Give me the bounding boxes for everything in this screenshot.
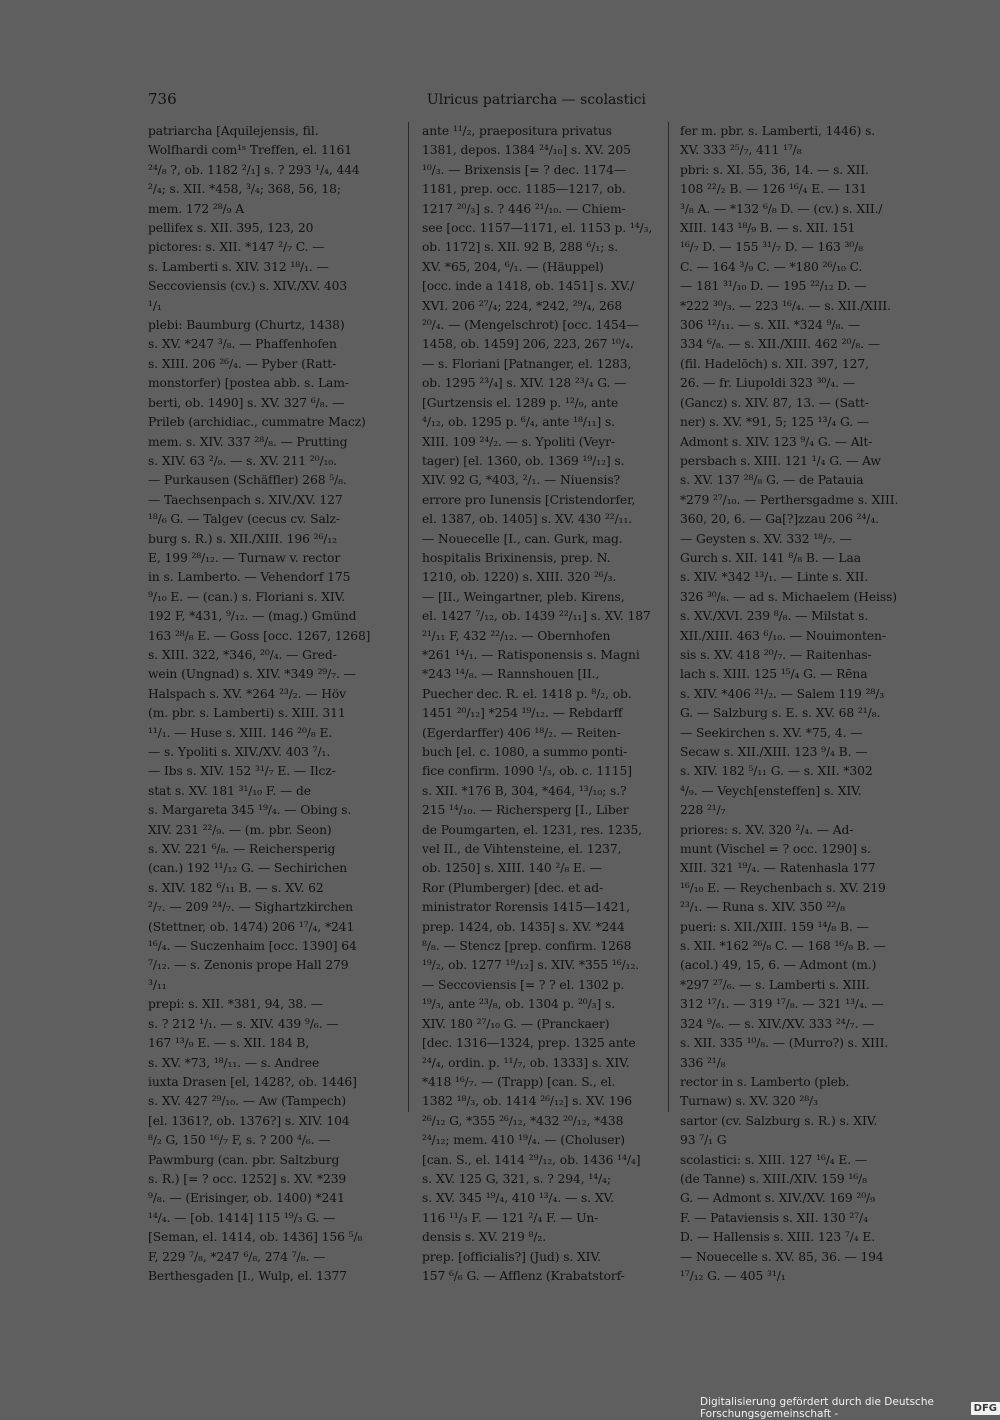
index-line: priores: s. XV. 320 ²/₄. — Ad-	[680, 822, 854, 837]
index-line: s. XIII. 322, *346, ²⁰/₄. — Gred-	[148, 647, 337, 662]
index-line: — Seekirchen s. XV. *75, 4. —	[680, 725, 863, 740]
index-line: s. XII. *176 B, 304, *464, ¹³/₁₀; s.?	[422, 783, 627, 798]
index-line: de Poumgarten, el. 1231, res. 1235,	[422, 822, 642, 837]
index-line: ¹¹/₁. — Huse s. XIII. 146 ²⁰/₈ E.	[148, 725, 333, 740]
index-line: (de Tanne) s. XIII./XIV. 159 ¹⁶/₈	[680, 1171, 867, 1186]
index-line: burg s. R.) s. XII./XIII. 196 ²⁶/₁₂	[148, 531, 337, 546]
index-line: 1451 ²⁰/₁₂] *254 ¹⁹/₁₂. — Rebdarff	[422, 706, 623, 721]
index-line: sis s. XV. 418 ²⁰/₇. — Raitenhas-	[680, 647, 872, 662]
index-line: ¹⁰/₃. — Brixensis [= ? dec. 1174—	[422, 162, 627, 177]
index-line: XVI. 206 ²⁷/₄; 224, *242, ²⁹/₄, 268	[422, 298, 623, 313]
index-line: [Gurtzensis el. 1289 p. ¹²/₉, ante	[422, 395, 619, 410]
page-header	[148, 90, 666, 108]
index-line: persbach s. XIII. 121 ¹/₄ G. — Aw	[680, 453, 881, 468]
index-line: plebi: Baumburg (Churtz, 1438)	[148, 318, 345, 333]
index-line: Seccoviensis (cv.) s. XIV./XV. 403	[148, 279, 348, 294]
index-line: see [occ. 1157—1171, el. 1153 p. ¹⁴/₃,	[422, 221, 653, 236]
index-line: *418 ¹⁶/₇. — (Trapp) [can. S., el.	[422, 1074, 616, 1089]
index-line: munt (Vischel = ? occ. 1290] s.	[680, 842, 871, 857]
index-line: ¹⁹/₃, ante ²³/₈, ob. 1304 p. ²⁰/₃] s.	[422, 997, 616, 1012]
index-line: XV. 333 ²⁵/₇, 411 ¹⁷/₈	[680, 143, 802, 158]
index-line: iuxta Drasen [el, 1428?, ob. 1446]	[148, 1074, 357, 1089]
index-line: pueri: s. XII./XIII. 159 ¹⁴/₈ B. —	[680, 919, 869, 934]
index-line: Wolfhardi com¹ˢ Treffen, el. 1161	[148, 143, 352, 158]
index-line: el. 1427 ⁷/₁₂, ob. 1439 ²²/₁₁] s. XV. 187	[422, 609, 651, 624]
index-line: mem. s. XIV. 337 ²⁸/₈. — Prutting	[148, 434, 348, 449]
index-line: ¹⁹/₂, ob. 1277 ¹⁹/₁₂] s. XIV. *355 ¹⁶/₁₂.	[422, 958, 640, 973]
index-line: Halspach s. XV. *264 ²³/₂. — Höv	[148, 686, 347, 701]
index-line: ⁷/₁₂. — s. Zenonis prope Hall 279	[148, 958, 349, 973]
index-line: 360, 20, 6. — Ga[?]zzau 206 ²⁴/₄.	[680, 512, 879, 527]
index-line: Prileb (archidiac., cummatre Macz)	[148, 415, 366, 430]
index-line: vel II., de Vihtensteine, el. 1237,	[422, 842, 622, 857]
index-column-2	[422, 122, 660, 1286]
index-line: 1181, prep. occ. 1185—1217, ob.	[422, 182, 626, 197]
index-line: s. XII. *162 ²⁶/₈ C. — 168 ¹⁶/₉ B. —	[680, 939, 886, 954]
index-line: s. XIV. 182 ⁶/₁₁ B. — s. XV. 62	[148, 880, 324, 895]
index-line: Pawmburg (can. pbr. Saltzburg	[148, 1152, 340, 1167]
index-line: scolastici: s. XIII. 127 ¹⁶/₄ E. —	[680, 1152, 868, 1167]
index-line: s. XV./XVI. 239 ⁸/₈. — Milstat s.	[680, 609, 869, 624]
index-line: s. XIV. 63 ²/₉. — s. XV. 211 ²⁰/₁₀.	[148, 453, 337, 468]
index-line: (m. pbr. s. Lamberti) s. XIII. 311	[148, 706, 346, 721]
running-title: Ulricus patriarcha — scolastici	[426, 92, 646, 108]
index-line: ¹⁸/₆ G. — Talgev (cecus cv. Salz-	[148, 512, 340, 527]
index-line: s. XV. 427 ²⁹/₁₀. — Aw (Tampech)	[148, 1094, 347, 1109]
index-line: — [II., Weingartner, pleb. Kirens,	[422, 589, 625, 604]
index-line: sartor (cv. Salzburg s. R.) s. XIV.	[680, 1113, 878, 1128]
dfg-logo: DFG	[971, 1402, 1000, 1415]
index-line: XIII. 143 ¹⁸/₉ B. — s. XII. 151	[680, 221, 856, 236]
index-line: s. XV. *73, ¹⁸/₁₁. — s. Andree	[148, 1055, 320, 1070]
index-line: Puecher dec. R. el. 1418 p. ⁸/₂, ob.	[422, 686, 632, 701]
index-line: 228 ²¹/₇	[680, 803, 726, 818]
index-line: — Seccoviensis [= ? ? el. 1302 p.	[422, 977, 625, 992]
index-line: ²³/₁. — Runa s. XIV. 350 ²²/₈	[680, 900, 845, 915]
index-line: s. XV. 221 ⁶/₈. — Reichersperig	[148, 842, 336, 857]
index-line: D. — Hallensis s. XIII. 123 ⁷/₄ E.	[680, 1230, 876, 1245]
index-line: ob. 1172] s. XII. 92 B, 288 ⁶/₁; s.	[422, 240, 619, 255]
index-line: s. XV. 137 ²⁸/₈ G. — de Patauia	[680, 473, 864, 488]
index-line: ²⁴/₁₂; mem. 410 ¹⁹/₄. — (Choluser)	[422, 1133, 625, 1148]
index-line: ²/₇. — 209 ²⁴/₇. — Sighartzkirchen	[148, 900, 354, 915]
index-line: Berthesgaden [I., Wulp, el. 1377	[148, 1268, 348, 1283]
footer-credit	[700, 1396, 1000, 1420]
index-line: fice confirm. 1090 ¹/₃, ob. c. 1115]	[422, 764, 632, 779]
index-line: *297 ²⁷/₆. — s. Lamberti s. XIII.	[680, 977, 870, 992]
index-line: 26. — fr. Liupoldi 323 ³⁰/₄. —	[680, 376, 855, 391]
index-line: s. XV. 125 G, 321, s. ? 294, ¹⁴/₄;	[422, 1171, 611, 1186]
index-line: Ror (Plumberger) [dec. et ad-	[422, 880, 604, 895]
index-line: — Geysten s. XV. 332 ¹⁸/₇. —	[680, 531, 852, 546]
index-line: [el. 1361?, ob. 1376?] s. XIV. 104	[148, 1113, 350, 1128]
index-line: — Taechsenpach s. XIV./XV. 127	[148, 492, 343, 507]
index-line: 93 ⁷/₁ G	[680, 1133, 727, 1148]
index-line: *279 ²⁷/₁₀. — Perthersgadme s. XIII.	[680, 492, 899, 507]
index-line: ²/₄; s. XII. *458, ³/₄; 368, 56, 18;	[148, 182, 341, 197]
index-line: 167 ¹³/₉ E. — s. XII. 184 B,	[148, 1036, 310, 1051]
index-line: ²¹/₁₁ F, 432 ²²/₁₂. — Obernhofen	[422, 628, 611, 643]
index-line: 1382 ¹⁸/₃, ob. 1414 ²⁶/₁₂] s. XV. 196	[422, 1094, 633, 1109]
index-line: XIII. 109 ²⁴/₂. — s. Ypoliti (Veyr-	[422, 434, 615, 449]
index-line: [occ. inde a 1418, ob. 1451] s. XV./	[422, 279, 635, 294]
index-line: mem. 172 ²⁸/₉ A	[148, 201, 245, 216]
page-number: 736	[148, 90, 177, 108]
index-column-3	[680, 122, 916, 1286]
index-line: pictores: s. XII. *147 ²/₇ C. —	[148, 240, 325, 255]
index-line: prep. 1424, ob. 1435] s. XV. *244	[422, 919, 625, 934]
index-line: el. 1387, ob. 1405] s. XV. 430 ²²/₁₁.	[422, 512, 633, 527]
index-line: 116 ¹¹/₃ F. — 121 ²/₄ F. — Un-	[422, 1210, 599, 1225]
index-line: ³/₈ A. — *132 ⁶/₈ D. — (cv.) s. XII./	[680, 201, 883, 216]
index-line: ²⁶/₁₂ G, *355 ²⁶/₁₂, *432 ²⁰/₁₂, *438	[422, 1113, 624, 1128]
index-line: — s. Ypoliti s. XIV./XV. 403 ⁷/₁.	[148, 745, 331, 759]
index-line: s. XIV. *406 ²¹/₂. — Salem 119 ²⁸/₃	[680, 686, 885, 701]
index-line: (Stettner, ob. 1474) 206 ¹⁷/₄, *241	[148, 919, 355, 934]
index-line: C. — 164 ³/₉ C. — *180 ²⁶/₁₀ C.	[680, 259, 863, 274]
index-line: ministrator Rorensis 1415—1421,	[422, 900, 630, 915]
index-line: — Purkausen (Schäffler) 268 ⁵/₈.	[148, 473, 347, 488]
index-line: ⁹/₈. — (Erisinger, ob. 1400) *241	[148, 1191, 345, 1206]
index-line: s. ? 212 ¹/₁. — s. XIV. 439 ⁹/₆. —	[148, 1016, 339, 1031]
index-line: s. Lamberti s. XIV. 312 ¹⁸/₁. —	[148, 259, 329, 274]
column-divider	[668, 122, 669, 1112]
index-line: pbri: s. XI. 55, 36, 14. — s. XII.	[680, 162, 869, 177]
index-line: in s. Lamberto. — Vehendorf 175	[148, 570, 351, 585]
index-line: 1381, depos. 1384 ²⁴/₁₀] s. XV. 205	[422, 143, 631, 158]
index-line: — Ibs s. XIV. 152 ³¹/₇ E. — Ilcz-	[148, 764, 336, 779]
index-line: 157 ⁶/₆ G. — Afflenz (Krabatstorf-	[422, 1268, 625, 1283]
footer-credit-text: Digitalisierung gefördert durch die Deutsche Forschungsgemeinschaft -	[700, 1396, 934, 1420]
index-line: E, 199 ²⁸/₁₂. — Turnaw v. rector	[148, 550, 341, 565]
index-line: *243 ¹⁴/₈. — Rannshouen [II.,	[422, 667, 600, 682]
index-line: pellifex s. XII. 395, 123, 20	[148, 221, 314, 236]
index-line: wein (Ungnad) s. XIV. *349 ²⁹/₇. —	[148, 667, 356, 682]
index-line: ²⁴/₈ ?, ob. 1182 ²/₁] s. ? 293 ¹/₄, 444	[148, 162, 360, 177]
index-line: 192 F, *431, ⁹/₁₂. — (mag.) Gmünd	[148, 609, 357, 624]
index-line: s. XIV. 182 ⁵/₁₁ G. — s. XII. *302	[680, 764, 873, 779]
index-line: ¹⁶/₄. — Suczenhaim [occ. 1390] 64	[148, 939, 357, 954]
index-line: stat s. XV. 181 ³¹/₁₀ F. — de	[148, 783, 311, 798]
index-line: prep. [officialis?] (Jud) s. XIV.	[422, 1249, 601, 1264]
index-line: 334 ⁶/₈. — s. XII./XIII. 462 ²⁰/₈. —	[680, 337, 881, 352]
index-line: F, 229 ⁷/₈, *247 ⁶/₈, 274 ⁷/₈. —	[148, 1249, 326, 1264]
index-line: berti, ob. 1490] s. XV. 327 ⁶/₈. —	[148, 395, 345, 410]
index-line: lach s. XIII. 125 ¹⁵/₄ G. — Rēna	[680, 667, 868, 682]
index-line: ¹⁶/₇ D. — 155 ³¹/₇ D. — 163 ³⁰/₈	[680, 240, 864, 255]
index-line: s. XV. *247 ³/₈. — Phaffenhofen	[148, 337, 337, 352]
index-line: ⁹/₁₀ E. — (can.) s. Floriani s. XIV.	[148, 589, 346, 604]
index-line: ¹⁷/₁₂ G. — 405 ³¹/₁	[680, 1268, 786, 1283]
index-line: G. — Salzburg s. E. s. XV. 68 ²¹/₈.	[680, 706, 881, 721]
index-line: ²⁴/₄, ordin. p. ¹¹/₇, ob. 1333] s. XIV.	[422, 1055, 630, 1070]
index-line: 336 ²¹/₈	[680, 1055, 726, 1070]
index-line: errore pro Iunensis [Cristendorfer,	[422, 492, 636, 507]
index-line: s. XIII. 206 ²⁶/₄. — Pyber (Ratt-	[148, 356, 337, 371]
index-line: 215 ¹⁴/₁₀. — Richersperg [I., Liber	[422, 803, 629, 818]
index-line: 306 ¹²/₁₁. — s. XII. *324 ⁹/₈. —	[680, 318, 861, 333]
index-line: 324 ⁹/₆. — s. XIV./XV. 333 ²⁴/₇. —	[680, 1016, 875, 1031]
index-column-1	[148, 122, 394, 1286]
index-line: s. XII. 335 ¹⁰/₈. — (Murro?) s. XIII.	[680, 1036, 889, 1051]
index-line: [dec. 1316—1324, prep. 1325 ante	[422, 1036, 636, 1051]
index-line: buch [el. c. 1080, a summo ponti-	[422, 745, 628, 759]
index-line: — Nouecelle [I., can. Gurk, mag.	[422, 531, 623, 546]
index-line: 1217 ²⁰/₃] s. ? 446 ²¹/₁₀. — Chiem-	[422, 201, 626, 216]
index-line: ⁴/₁₂, ob. 1295 p. ⁶/₄, ante ¹⁸/₁₁] s.	[422, 415, 616, 430]
index-line: ⁴/₉. — Veych[ensteffen] s. XIV.	[680, 783, 862, 798]
index-line: (fil. Hadelōch) s. XII. 397, 127,	[680, 356, 869, 371]
index-line: fer m. pbr. s. Lamberti, 1446) s.	[680, 124, 876, 138]
index-line: XV. *65, 204, ⁶/₁. — (Häuppel)	[422, 259, 604, 274]
index-line: — Nouecelle s. XV. 85, 36. — 194	[680, 1249, 884, 1264]
index-line: prepi: s. XII. *381, 94, 38. —	[148, 997, 323, 1012]
index-line: (acol.) 49, 15, 6. — Admont (m.)	[680, 958, 877, 973]
index-line: (Gancz) s. XIV. 87, 13. — (Satt-	[680, 395, 869, 410]
index-line: ¹⁴/₄. — [ob. 1414] 115 ¹⁹/₃ G. —	[148, 1210, 336, 1225]
index-line: s. R.) [= ? occ. 1252] s. XV. *239	[148, 1171, 347, 1186]
index-line: 326 ³⁰/₈. — ad s. Michaelem (Heiss)	[680, 589, 897, 604]
index-line: ob. 1295 ²³/₄] s. XIV. 128 ²³/₄ G. —	[422, 376, 627, 391]
index-line: — 181 ³¹/₁₀ D. — 195 ²²/₁₂ D. —	[680, 279, 867, 294]
index-line: XIV. 180 ²⁷/₁₀ G. — (Pranckaer)	[422, 1016, 610, 1031]
index-line: hospitalis Brixinensis, prep. N.	[422, 550, 611, 565]
index-line: s. XIV. *342 ¹³/₁. — Linte s. XII.	[680, 570, 869, 585]
index-line: Turnaw) s. XV. 320 ²⁸/₃	[680, 1094, 818, 1109]
index-line: monstorfer) [postea abb. s. Lam-	[148, 376, 349, 391]
index-line: patriarcha [Aquilejensis, fil.	[148, 124, 319, 138]
index-line: 108 ²²/₂ B. — 126 ¹⁶/₄ E. — 131	[680, 182, 867, 197]
index-line: XIV. 231 ²²/₉. — (m. pbr. Seon)	[148, 822, 332, 837]
index-line: Secaw s. XII./XIII. 123 ⁹/₄ B. —	[680, 745, 868, 759]
index-line: 1458, ob. 1459] 206, 223, 267 ¹⁰/₄.	[422, 337, 634, 352]
index-line: 312 ¹⁷/₁. — 319 ¹⁷/₈. — 321 ¹³/₄. —	[680, 997, 884, 1012]
index-line: XIV. 92 G, *403, ²/₁. — Niuensis?	[422, 473, 621, 488]
index-line: 163 ²⁸/₈ E. — Goss [occ. 1267, 1268]	[148, 628, 371, 643]
index-line: ²⁰/₄. — (Mengelschrot) [occ. 1454—	[422, 318, 639, 333]
index-line: 1210, ob. 1220) s. XIII. 320 ²⁶/₃.	[422, 570, 617, 585]
index-line: tager) [el. 1360, ob. 1369 ¹⁹/₁₂] s.	[422, 453, 625, 468]
index-line: ³/₁₁	[148, 977, 167, 992]
index-line: — s. Floriani [Patnanger, el. 1283,	[422, 356, 632, 371]
index-line: Gurch s. XII. 141 ⁸/₈ B. — Laa	[680, 550, 861, 565]
index-line: G. — Admont s. XIV./XV. 169 ²⁰/₉	[680, 1191, 875, 1206]
index-line: s. Margareta 345 ¹⁹/₄. — Obing s.	[148, 803, 352, 818]
index-line: XII./XIII. 463 ⁶/₁₀. — Nouimonten-	[680, 628, 886, 643]
index-line: densis s. XV. 219 ⁸/₂.	[422, 1230, 547, 1245]
index-line: (can.) 192 ¹¹/₁₂ G. — Sechirichen	[148, 861, 348, 876]
column-divider	[408, 122, 409, 1112]
index-line: s. XV. 345 ¹⁹/₄, 410 ¹³/₄. — s. XV.	[422, 1191, 614, 1206]
index-line: ¹⁶/₁₀ E. — Reychenbach s. XV. 219	[680, 880, 886, 895]
index-line: (Egerdarffer) 406 ¹⁸/₂. — Reiten-	[422, 725, 621, 740]
index-line: ob. 1250] s. XIII. 140 ²/₈ E. —	[422, 861, 602, 876]
index-line: ⁸/₂ G, 150 ¹⁶/₇ F, s. ? 200 ⁴/₆. —	[148, 1133, 331, 1148]
index-line: rector in s. Lamberto (pleb.	[680, 1074, 850, 1089]
index-line: [can. S., el. 1414 ²⁹/₁₂, ob. 1436 ¹⁴/₄]	[422, 1152, 641, 1167]
index-line: *222 ³⁰/₃. — 223 ¹⁶/₄. — s. XII./XIII.	[680, 298, 891, 313]
index-line: ante ¹¹/₂, praepositura privatus	[422, 124, 612, 138]
index-line: *261 ¹⁴/₁. — Ratisponensis s. Magni	[422, 647, 640, 662]
index-line: F. — Pataviensis s. XII. 130 ²⁷/₄	[680, 1210, 868, 1225]
index-line: ⁸/₈. — Stencz [prep. confirm. 1268	[422, 939, 632, 954]
index-line: ¹/₁	[148, 298, 162, 313]
index-line: [Seman, el. 1414, ob. 1436] 156 ⁵/₈	[148, 1230, 363, 1245]
index-line: XIII. 321 ¹⁹/₄. — Ratenhasla 177	[680, 861, 876, 876]
index-line: Admont s. XIV. 123 ⁹/₄ G. — Alt-	[680, 434, 873, 449]
index-line: ner) s. XV. *91, 5; 125 ¹³/₄ G. —	[680, 415, 870, 430]
